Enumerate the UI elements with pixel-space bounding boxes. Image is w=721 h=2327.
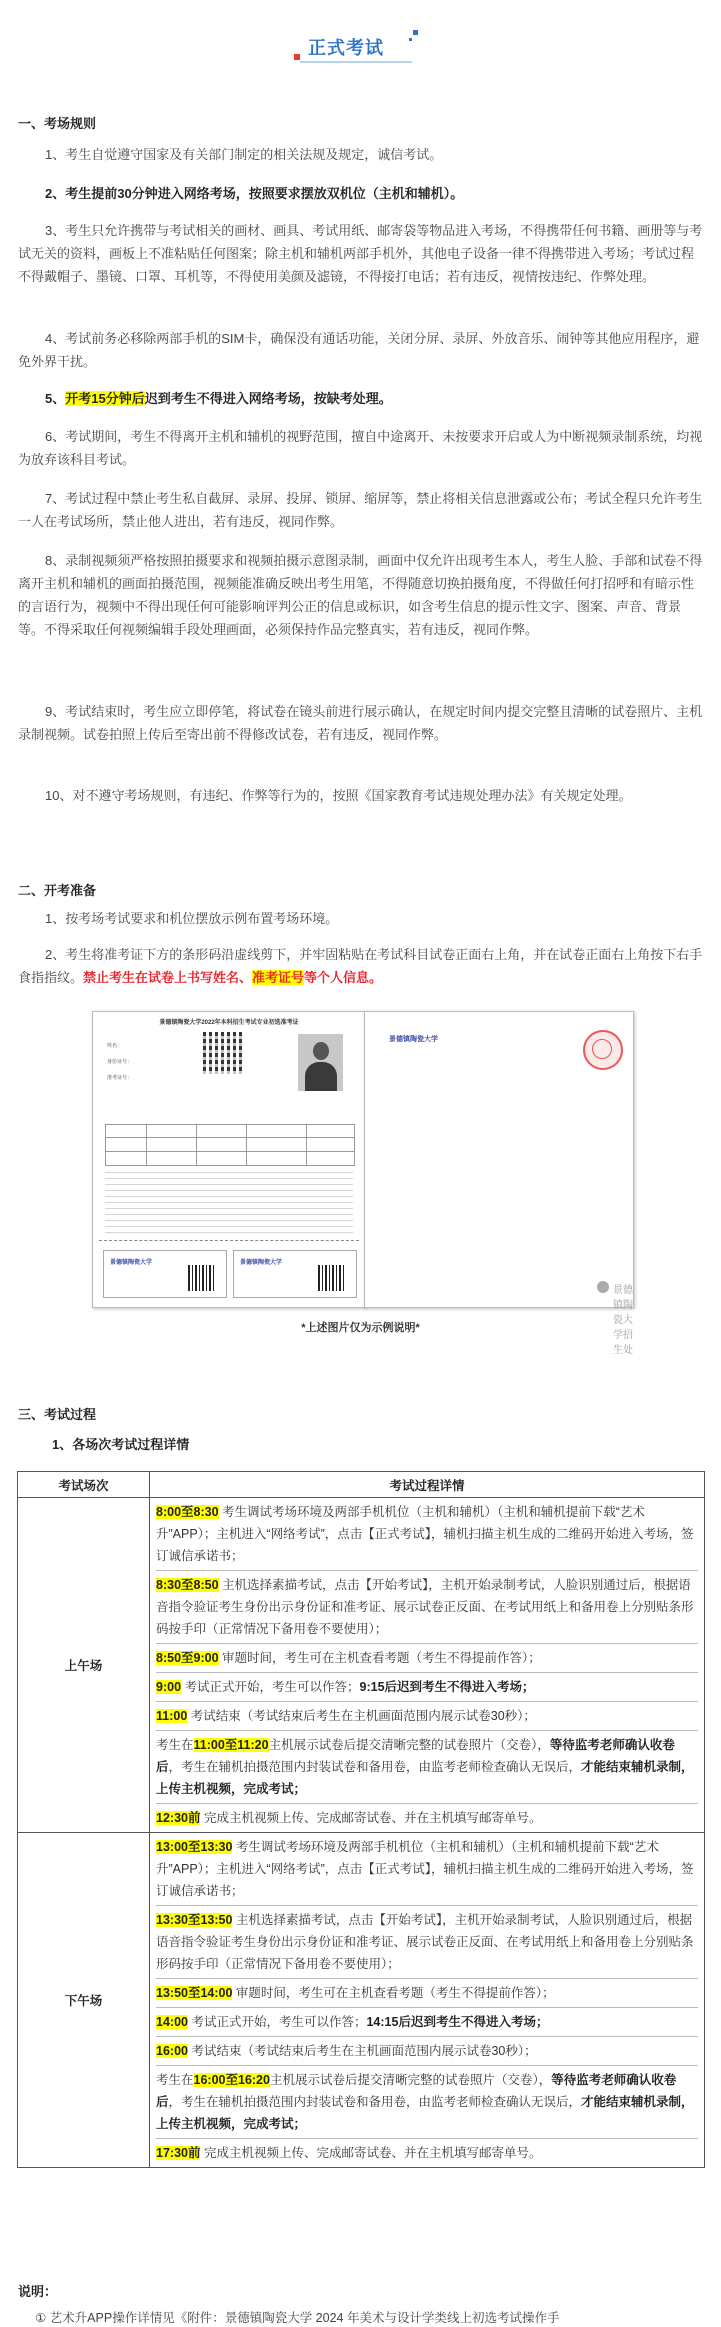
exam-paper-sample — [364, 1011, 634, 1356]
schedule-entry — [156, 2008, 698, 2037]
entry-prefix: 考生在 — [156, 2073, 194, 2087]
table-line — [306, 1125, 307, 1165]
rule-8: 8、录制视频须严格按照拍摄要求和视频拍摄示意图录制，画面中仅允许出现考生本人，考生人脸、手部和试卷不得离开主机和辅机的画面拍摄范围，视频能准确反映出考生用笔，不得随意切换拍摄角度，不得做任何打招呼和有暗示性的言语行为，视频中不得出现任何可能影响评判公正的信息或标识，如含考生信息的提示性文字、图案、声音、背景等。不得采取任何视频编辑手段处理画面，必须保持作品完整真实，若有违反，视同作弊。 — [18, 553, 703, 637]
prep-1: 1、按考场考试要求和机位摆放示例布置考场环境。 — [45, 911, 339, 926]
entry-text: 完成主机视频上传、完成邮寄试卷、并在主机填写邮寄单号。 — [200, 2146, 542, 2160]
rule-5 — [18, 387, 706, 410]
table-line — [196, 1125, 197, 1165]
schedule-entry — [156, 1571, 698, 1644]
barcode-icon — [188, 1265, 214, 1291]
rule-4: 4、考试前务必移除两部手机的SIM卡，确保没有通话功能，关闭分屏、录屏、外放音乐、闹钟等其他应用程序，避免外界干扰。 — [18, 331, 700, 369]
notes-title: 说明： — [18, 2284, 58, 2299]
prep-2 — [18, 943, 706, 989]
schedule-entry — [156, 1702, 698, 1731]
photo-body-shape — [305, 1062, 337, 1091]
entry-text: 考生调试考场环境及两部手机机位（主机和辅机）（主机和辅机提前下载“艺术升”APP）；主机进入“网络考试”，点击【正式考试】，辅机扫描主机生成的二维码开始进入考场，签订诚信承诺书； — [156, 1505, 694, 1563]
entry-time: 13:00至13:30 — [156, 1840, 233, 1854]
rule-5-number: 5、 — [45, 391, 66, 406]
table-line — [106, 1151, 354, 1152]
prep-2-text: 2、考生将准考证下方的条形码沿虚线剪下，并牢固粘贴在考试科目试卷正面右上角，并在试卷正面右上角按下右手食指指纹。 — [18, 947, 703, 985]
entry-time: 8:50至9:00 — [156, 1651, 219, 1665]
table-row-morning — [18, 1498, 705, 1833]
afternoon-details — [150, 1833, 705, 2168]
rule-9: 9、考试结束时，考生应立即停笔，将试卷在镜头前进行展示确认，在规定时间内提交完整且清晰的试卷照片、主机录制视频。试卷拍照上传后至寄出前不得修改试卷，若有违反，视同作弊。 — [18, 704, 703, 742]
entry-bold: 才能结束辅机录制，上传主机视频，完成考试； — [156, 1760, 694, 1796]
header — [0, 18, 721, 68]
section-title-process: 三、考试过程 — [18, 1407, 97, 1422]
schedule-entry — [156, 1906, 698, 1979]
table-row-afternoon — [18, 1833, 705, 2168]
ticket-stub-left — [103, 1250, 227, 1298]
rule-10: 10、对不遵守考场规则，有违纪、作弊等行为的，按照《国家教育考试违规处理办法》有关规定处理。 — [45, 788, 632, 803]
entry-time: 8:30至8:50 — [156, 1578, 219, 1592]
rule-5-text: 迟到考生不得进入网络考场，按缺考处理。 — [144, 391, 392, 406]
entry-text: 考试正式开始，考生可以作答； — [187, 2015, 367, 2029]
entry-time: 13:30至13:50 — [156, 1913, 233, 1927]
schedule-table — [17, 1471, 705, 2168]
cut-line — [99, 1240, 359, 1241]
entry-bold: 14:15后迟到考生不得进入考场； — [366, 2015, 549, 2029]
watermark-icon — [597, 1281, 609, 1293]
decor-square-blue-small — [409, 38, 412, 41]
entry-time: 9:00 — [156, 1680, 182, 1694]
school-logo: 景德镇陶瓷大学 — [240, 1260, 283, 1266]
entry-time: 17:30前 — [156, 2146, 201, 2160]
schedule-entry — [156, 1673, 698, 1702]
note-1: ① 艺术升APP操作详情见《附件：景德镇陶瓷大学 2024 年美术与设计学类线上初选考试操作手 — [35, 2311, 560, 2325]
prep-2-warning: 禁止考生在试卷上书写姓名、 — [83, 970, 253, 985]
decor-square-blue — [413, 30, 418, 35]
entry-text: ，考生在辅机拍摄范围内封装试卷和备用卷，由监考老师检查确认无误后， — [168, 2095, 582, 2109]
entry-time: 14:00 — [156, 2015, 188, 2029]
ticket-title: 景德镇陶瓷大学2022年本科招生考试专业初选准考证 — [159, 1020, 299, 1026]
rule-2: 2、考生提前30分钟进入网络考场，按照要求摆放双机位（主机和辅机）。 — [45, 186, 464, 201]
paper-school-logo: 景德镇陶瓷大学 — [389, 1036, 438, 1043]
table-line — [106, 1137, 354, 1138]
ticket-notes — [105, 1172, 353, 1234]
session-morning: 上午场 — [18, 1498, 150, 1833]
decor-square-red — [294, 54, 300, 60]
entry-prefix: 考生在 — [156, 1738, 194, 1752]
schedule-entry — [156, 1804, 698, 1832]
page-title: 正式考试 — [308, 38, 384, 58]
ticket-field-name: 姓名： — [107, 1043, 123, 1049]
fingerprint-inner — [592, 1039, 612, 1059]
session-afternoon: 下午场 — [18, 1833, 150, 2168]
rule-3: 3、考生只允许携带与考试相关的画材、画具、考试用纸、邮寄袋等物品进入考场，不得携带任何书籍、画册等与考试无关的资料，画板上不准粘贴任何图案；除主机和辅机两部手机外，其他电子设备一律不得携带进入考场；考试过程不得戴帽子、墨镜、口罩、耳机等，不得使用美颜及滤镜，不得接打电话；若有违反，视情按违纪、作弊处理。 — [18, 223, 703, 284]
section-title-prep: 二、开考准备 — [18, 883, 97, 898]
entry-time: 13:50至14:00 — [156, 1986, 233, 2000]
entry-text: 审题时间，考生可在主机查看考题（考生不得提前作答）； — [218, 1651, 541, 1665]
prep-2-warning-end: 等个人信息。 — [304, 970, 383, 985]
section-subtitle-schedule: 1、各场次考试过程详情 — [52, 1437, 190, 1452]
entry-text: 主机选择素描考试，点击【开始考试】，主机开始录制考试，人脸识别通过后，根据语音指令验证考生身份出示身份证和准考证、展示试卷正反面、在考试用纸上和备用卷上分别贴条形码按手印（正常情况下备用卷不要使用）； — [156, 1578, 694, 1636]
schedule-entry — [156, 2139, 698, 2167]
school-logo: 景德镇陶瓷大学 — [110, 1260, 153, 1266]
photo-head-shape — [313, 1042, 329, 1060]
entry-text: 考试正式开始，考生可以作答； — [181, 1680, 360, 1694]
entry-text: 审题时间，考生可在主机查看考题（考生不得提前作答）； — [232, 1986, 555, 2000]
section-title-rules: 一、考场规则 — [18, 116, 97, 131]
col-header-detail: 考试过程详情 — [150, 1472, 705, 1498]
qr-code-pattern — [203, 1032, 245, 1074]
morning-details — [150, 1498, 705, 1833]
schedule-entry — [156, 2066, 698, 2139]
entry-text: 考试结束（考试结束后考生在主机画面范围内展示试卷30秒）； — [187, 1709, 536, 1723]
rule-6: 6、考试期间，考生不得离开主机和辅机的视野范围，擅自中途离开、未按要求开启或人为中断视频录制系统，均视为放弃该科目考试。 — [18, 429, 703, 467]
entry-time: 11:00 — [156, 1709, 188, 1723]
watermark-text: 景德镇陶瓷大学招生处 — [613, 1285, 633, 1356]
entry-text: 考生调试考场环境及两部手机机位（主机和辅机）（主机和辅机提前下载“艺术升”APP）；主机进入“网络考试”，点击【正式考试】，辅机扫描主机生成的二维码开始进入考场，签订诚信承诺书； — [156, 1840, 694, 1898]
schedule-entry — [156, 1979, 698, 2008]
entry-text: 主机展示试卷后提交清晰完整的试卷照片（交卷）， — [269, 2073, 552, 2087]
schedule-entry — [156, 1731, 698, 1804]
rule-5-highlight: 开考15分钟后 — [65, 391, 145, 406]
table-header-row — [18, 1472, 705, 1498]
ticket-exam-table — [105, 1124, 355, 1166]
barcode-icon — [318, 1265, 344, 1291]
entry-time: 16:00 — [156, 2044, 188, 2058]
table-line — [146, 1125, 147, 1165]
entry-time: 16:00至16:20 — [193, 2073, 270, 2087]
schedule-entry — [156, 2037, 698, 2066]
entry-time: 12:30前 — [156, 1811, 201, 1825]
entry-bold: 9:15后迟到考生不得进入考场； — [359, 1680, 535, 1694]
ticket-stub-right — [233, 1250, 357, 1298]
entry-time: 11:00至11:20 — [193, 1738, 269, 1752]
schedule-entry — [156, 1644, 698, 1673]
entry-text: 主机展示试卷后提交清晰完整的试卷照片（交卷）， — [268, 1738, 550, 1752]
col-header-session: 考试场次 — [18, 1472, 150, 1498]
rule-1: 1、考生自觉遵守国家及有关部门制定的相关法规及规定，诚信考试。 — [45, 147, 443, 162]
schedule-entry — [156, 1498, 698, 1571]
ticket-field-exam-no: 准考证号： — [107, 1075, 133, 1081]
entry-text: 完成主机视频上传、完成邮寄试卷、并在主机填写邮寄单号。 — [200, 1811, 542, 1825]
admission-ticket-card — [92, 1011, 366, 1308]
entry-bold: 等待监考老师确认收卷后 — [156, 1738, 675, 1774]
figure-caption: *上述图片仅为示例说明* — [301, 1322, 420, 1334]
entry-text: ，考生在辅机拍摄范围内封装试卷和备用卷，由监考老师检查确认无误后， — [168, 1760, 582, 1774]
table-line — [246, 1125, 247, 1165]
entry-bold: 等待监考老师确认收卷后 — [156, 2073, 677, 2109]
entry-text: 考试结束（考试结束后考生在主机画面范围内展示试卷30秒）； — [187, 2044, 537, 2058]
rule-7: 7、考试过程中禁止考生私自截屏、录屏、投屏、锁屏、缩屏等，禁止将相关信息泄露或公布；考试全程只允许考生一人在考试场所，禁止他人进出，若有违反，视同作弊。 — [18, 491, 703, 529]
schedule-entry — [156, 1833, 698, 1906]
entry-bold: 才能结束辅机录制，上传主机视频，完成考试； — [156, 2095, 694, 2131]
prep-2-warning-highlight: 准考证号 — [252, 970, 305, 985]
title-underline — [300, 61, 412, 63]
entry-text: 主机选择素描考试，点击【开始考试】，主机开始录制考试，人脸识别通过后，根据语音指令验证考生身份出示身份证和准考证、展示试卷正反面、在考试用纸上和备用卷上分别贴条形码按手印（正常情况下备用卷不要使用）； — [156, 1913, 694, 1971]
ticket-field-id: 身份证号： — [107, 1059, 133, 1065]
entry-time: 8:00至8:30 — [156, 1505, 219, 1519]
